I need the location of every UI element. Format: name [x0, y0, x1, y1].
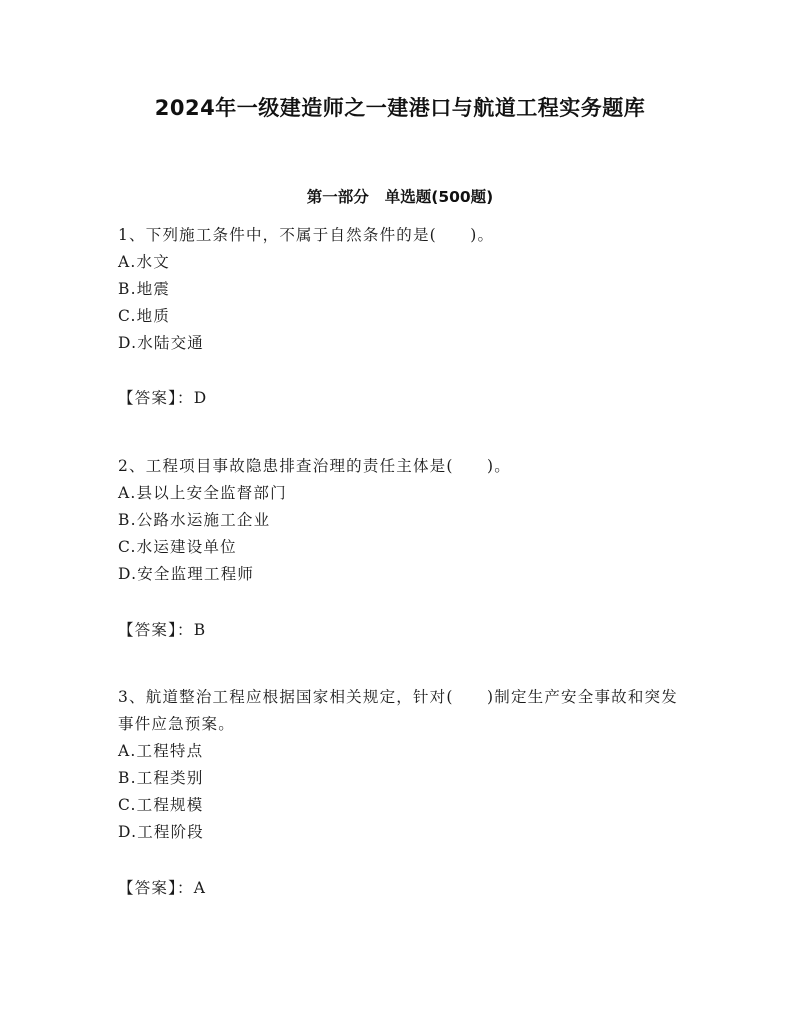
answer-2: 【答案】：B	[118, 621, 207, 639]
option-d: D.安全监理工程师	[118, 565, 255, 583]
option-b: B.地震	[118, 280, 171, 298]
question-stem: 2、工程项目事故隐患排查治理的责任主体是( )。	[118, 457, 511, 475]
option-c: C.水运建设单位	[118, 538, 237, 556]
option-a: A.县以上安全监督部门	[118, 484, 287, 502]
section-part: 第一部分	[306, 188, 369, 206]
question-stem: 1、下列施工条件中，不属于自然条件的是( )。	[118, 226, 495, 244]
answer-1: 【答案】：D	[118, 389, 208, 407]
option-d: D.水陆交通	[118, 334, 205, 352]
option-c: C.工程规模	[118, 796, 204, 814]
option-a: A.工程特点	[118, 742, 204, 760]
section-name: 单选题(500题)	[384, 188, 494, 206]
option-c: C.地质	[118, 307, 171, 325]
question-1	[118, 222, 688, 357]
option-b: B.工程类别	[118, 769, 204, 787]
answer-3: 【答案】：A	[118, 879, 207, 897]
option-a: A.水文	[118, 253, 170, 271]
option-b: B.公路水运施工企业	[118, 511, 271, 529]
option-d: D.工程阶段	[118, 823, 205, 841]
document-title: 2024年一级建造师之一建港口与航道工程实务题库	[154, 96, 646, 120]
question-3	[118, 684, 688, 846]
section-heading	[0, 185, 800, 207]
question-2	[118, 453, 688, 588]
question-stem: 3、航道整治工程应根据国家相关规定，针对( )制定生产安全事故和突发事件应急预案。	[118, 688, 678, 733]
